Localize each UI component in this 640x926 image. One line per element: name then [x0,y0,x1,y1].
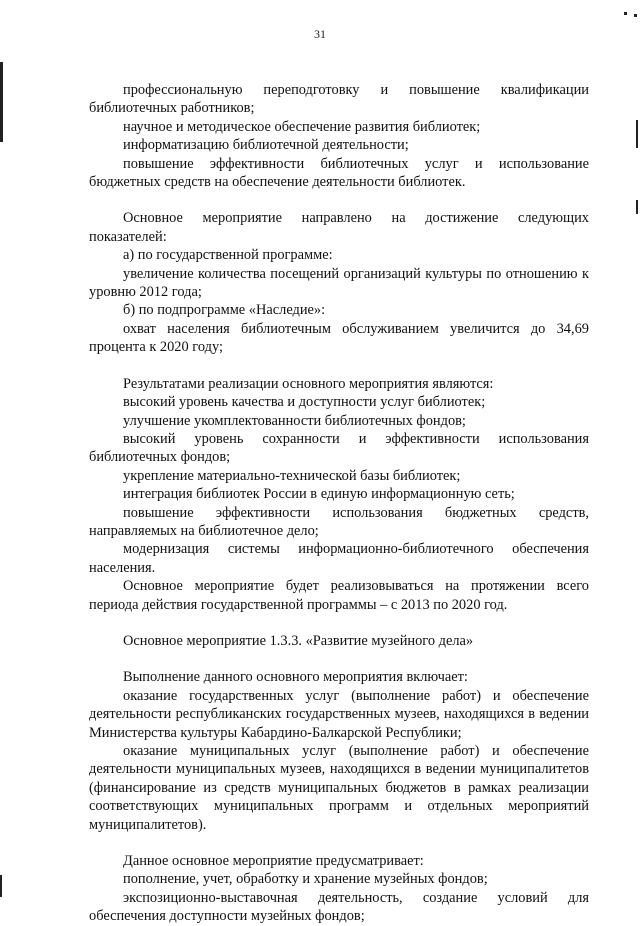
paragraph: информатизацию библиотечной деятельности; [123,137,409,154]
paragraph: улучшение укомплектованности библиотечных фондов; [123,412,466,429]
scan-edge-mark [0,62,3,142]
paragraph: охват населения библиотечным обслуживанием увеличится до 34,69 процента к 2020 году; [89,320,589,356]
scan-edge-mark [636,120,638,148]
paragraph: повышение эффективности использования бюджетных средств, направляемых на библиотечное дело; [89,504,589,539]
paragraph: увеличение количества посещений организаций культуры по отношению к уровню 2012 года; [89,265,589,301]
page-number: 31 [314,27,326,41]
paragraph: оказание государственных услуг (выполнение работ) и обеспечение деятельности республиканских государственных музеев, находящихся в ведении Министерства культуры Кабардино-Балкарской Республики; [89,687,589,741]
paragraph: Результатами реализации основного мероприятия являются: [123,375,494,392]
paragraph: б) по подпрограмме «Наследие»: [123,302,326,319]
scan-edge-mark [636,200,638,214]
paragraph: повышение эффективности библиотечных услуг и использование бюджетных средств на обеспечение деятельности библиотек. [89,155,589,191]
paragraph: а) по государственной программе: [123,247,333,264]
document-body [89,81,589,926]
paragraph: профессиональную переподготовку и повышение квалификации библиотечных работников; [89,82,589,117]
paragraph: высокий уровень качества и доступности услуг библиотек; [123,394,486,411]
paragraph: научное и методическое обеспечение развития библиотек; [123,118,481,135]
paragraph: Данное основное мероприятие предусматривает: [123,853,424,870]
paragraph: пополнение, учет, обработку и хранение музейных фондов; [123,871,488,888]
paragraph: Основное мероприятие направлено на достижение следующих показателей: [89,210,589,245]
paragraph: оказание муниципальных услуг (выполнение работ) и обеспечение деятельности муниципальных музеев, находящихся в ведении муниципалитетов (финансирование из средств муниципальных бюджетов в рамках реализации соответствующих муниципальных программ и отдельных мероприятий муниципалитетов). [89,743,589,833]
paragraph: укрепление материально-технической базы библиотек; [123,467,461,484]
paragraph: интеграция библиотек России в единую информационную сеть; [123,486,515,503]
paragraph: Основное мероприятие будет реализовываться на протяжении всего периода действия государственной программы – с 2013 по 2020 год. [89,578,589,613]
paragraph: высокий уровень сохранности и эффективности использования библиотечных фондов; [89,430,589,466]
scan-edge-mark [624,12,627,15]
paragraph: экспозиционно-выставочная деятельность, создание условий для обеспечения доступности музейных фондов; [89,889,589,925]
section-heading: Основное мероприятие 1.3.3. «Развитие музейного дела» [123,632,474,649]
scan-edge-mark [0,875,2,897]
scan-edge-mark [634,14,637,17]
paragraph: модернизация системы информационно-библиотечного обеспечения населения. [89,541,589,576]
paragraph: Выполнение данного основного мероприятия включает: [123,669,468,686]
